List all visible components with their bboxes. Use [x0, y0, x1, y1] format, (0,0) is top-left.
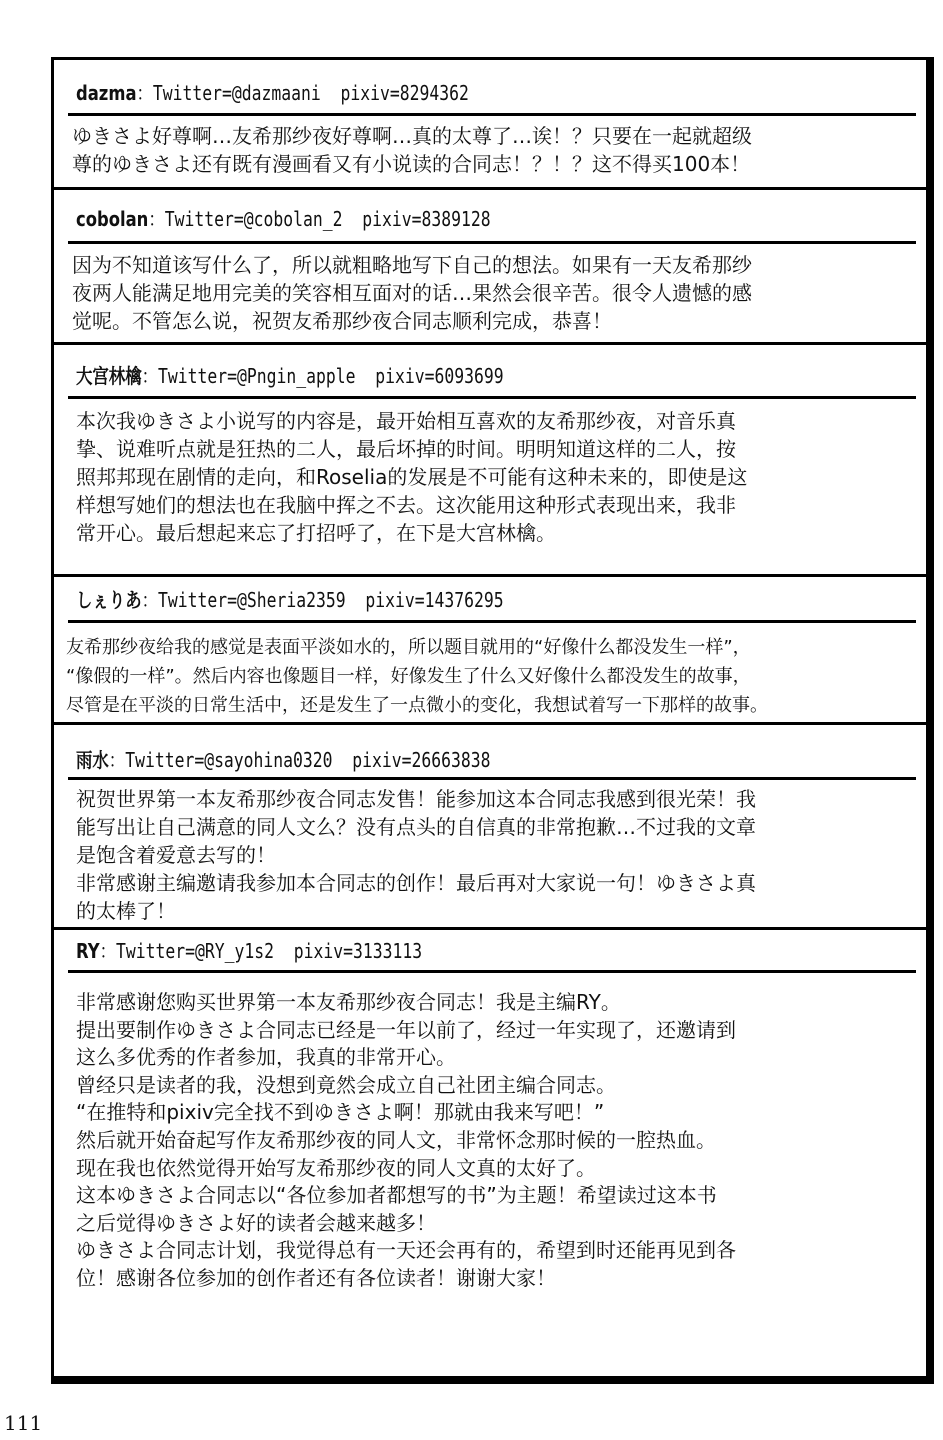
- contributor-header: [76, 206, 491, 232]
- contributor-entry: [54, 930, 926, 1380]
- contributor-contact: ：Twitter=@dazmaani pixiv=8294362: [136, 81, 469, 105]
- contributor-header: [76, 363, 504, 389]
- contributor-name: RY: [76, 939, 100, 963]
- contributor-message: ゆきさよ好尊啊…友希那纱夜好尊啊…真的太尊了…诶！？只要在一起就超级 尊的ゆきさよ还有既有漫画看又有小说读的合同志！？！？这不得买100本！: [72, 124, 752, 176]
- header-rule: [68, 396, 916, 399]
- contributor-name: dazma: [76, 81, 137, 105]
- contributor-name: 雨水: [76, 748, 109, 772]
- header-rule: [68, 777, 916, 780]
- contributor-entry: [54, 190, 926, 345]
- contributor-header: [76, 747, 491, 773]
- contributor-message: 祝贺世界第一本友希那纱夜合同志发售！能参加这本合同志我感到很光荣！我 能写出让自己满意的同人文么？没有点头的自信真的非常抱歉…不过我的文章 是饱含着爱意去写的！ 非常感谢主编邀请我参加本合同志的创作！最后再对大家说一句！ゆきさよ真 的太棒了！: [76, 787, 756, 923]
- contributor-header: [76, 587, 504, 613]
- contributor-contact: ：Twitter=@Pngin_apple pixiv=6093699: [141, 364, 504, 388]
- contributor-name: cobolan: [76, 207, 149, 231]
- contributor-message: 友希那纱夜给我的感觉是表面平淡如水的，所以题目就用的“好像什么都没发生一样”， “像假的一样”。然后内容也像题目一样，好像发生了什么又好像什么都没发生的故事， 尽管是在平淡的日常生活中，还是发生了一点微小的变化，我想试着写一下那样的故事。: [66, 637, 768, 716]
- contributor-entry: [54, 725, 926, 930]
- page-number: 111: [4, 1411, 43, 1435]
- contributor-entry: [54, 577, 926, 725]
- contributor-contact: ：Twitter=@cobolan_2 pixiv=8389128: [148, 207, 491, 231]
- contributor-contact: ：Twitter=@Sheria2359 pixiv=14376295: [141, 588, 504, 612]
- contributor-message: 非常感谢您购买世界第一本友希那纱夜合同志！我是主编RY。 提出要制作ゆきさよ合同志已经是一年以前了，经过一年实现了，还邀请到 这么多优秀的作者参加，我真的非常开心。 曾经只是读者的我，没想到竟然会成立自己社团主编合同志。 “在推特和pixiv完全找不到ゆきさよ啊！那就由我来写吧！” 然后就开始奋起写作友希那纱夜的同人文，非常怀念那时候的一腔热血。 现在我也依然觉得开始写友希那纱夜的同人文真的太好了。 这本ゆきさよ合同志以“各位参加者都想写的书”为主题！希望读过这本书 之后觉得ゆきさよ好的读者会越来越多！ ゆきさよ合同志计划，我觉得总有一天还会再有的，希望到时还能再见到各 位！感谢各位参加的创作者还有各位读者！谢谢大家！: [76, 990, 736, 1290]
- contributor-name: しぇりあ: [76, 588, 142, 612]
- afterword-frame: [51, 57, 934, 1384]
- contributor-header: [76, 938, 422, 964]
- contributor-header: [76, 80, 469, 106]
- contributor-entry: [54, 60, 926, 190]
- contributor-message: 因为不知道该写什么了，所以就粗略地写下自己的想法。如果有一天友希那纱 夜两人能满足地用完美的笑容相互面对的话…果然会很辛苦。很令人遗憾的感 觉呢。不管怎么说，祝贺友希那纱夜合同志顺利完成，恭喜！: [72, 253, 752, 333]
- contributor-message: 本次我ゆきさよ小说写的内容是，最开始相互喜欢的友希那纱夜，对音乐真 挚、说难听点就是狂热的二人，最后坏掉的时间。明明知道这样的二人，按 照邦邦现在剧情的走向，和Roselia的发展是不可能有这种未来的，即使是这 样想写她们的想法也在我脑中挥之不去。这次能用这种形式表现出来，我非 常开心。最后想起来忘了打招呼了，在下是大宫林檎。: [76, 409, 748, 545]
- contributor-contact: ：Twitter=@sayohina0320 pixiv=26663838: [108, 748, 491, 772]
- header-rule: [68, 113, 916, 116]
- contributor-contact: ：Twitter=@RY_y1s2 pixiv=3133113: [99, 939, 423, 963]
- contributor-entry: [54, 345, 926, 577]
- header-rule: [68, 970, 916, 973]
- header-rule: [68, 241, 916, 244]
- header-rule: [68, 620, 916, 623]
- contributor-name: 大宫林檎: [76, 364, 142, 388]
